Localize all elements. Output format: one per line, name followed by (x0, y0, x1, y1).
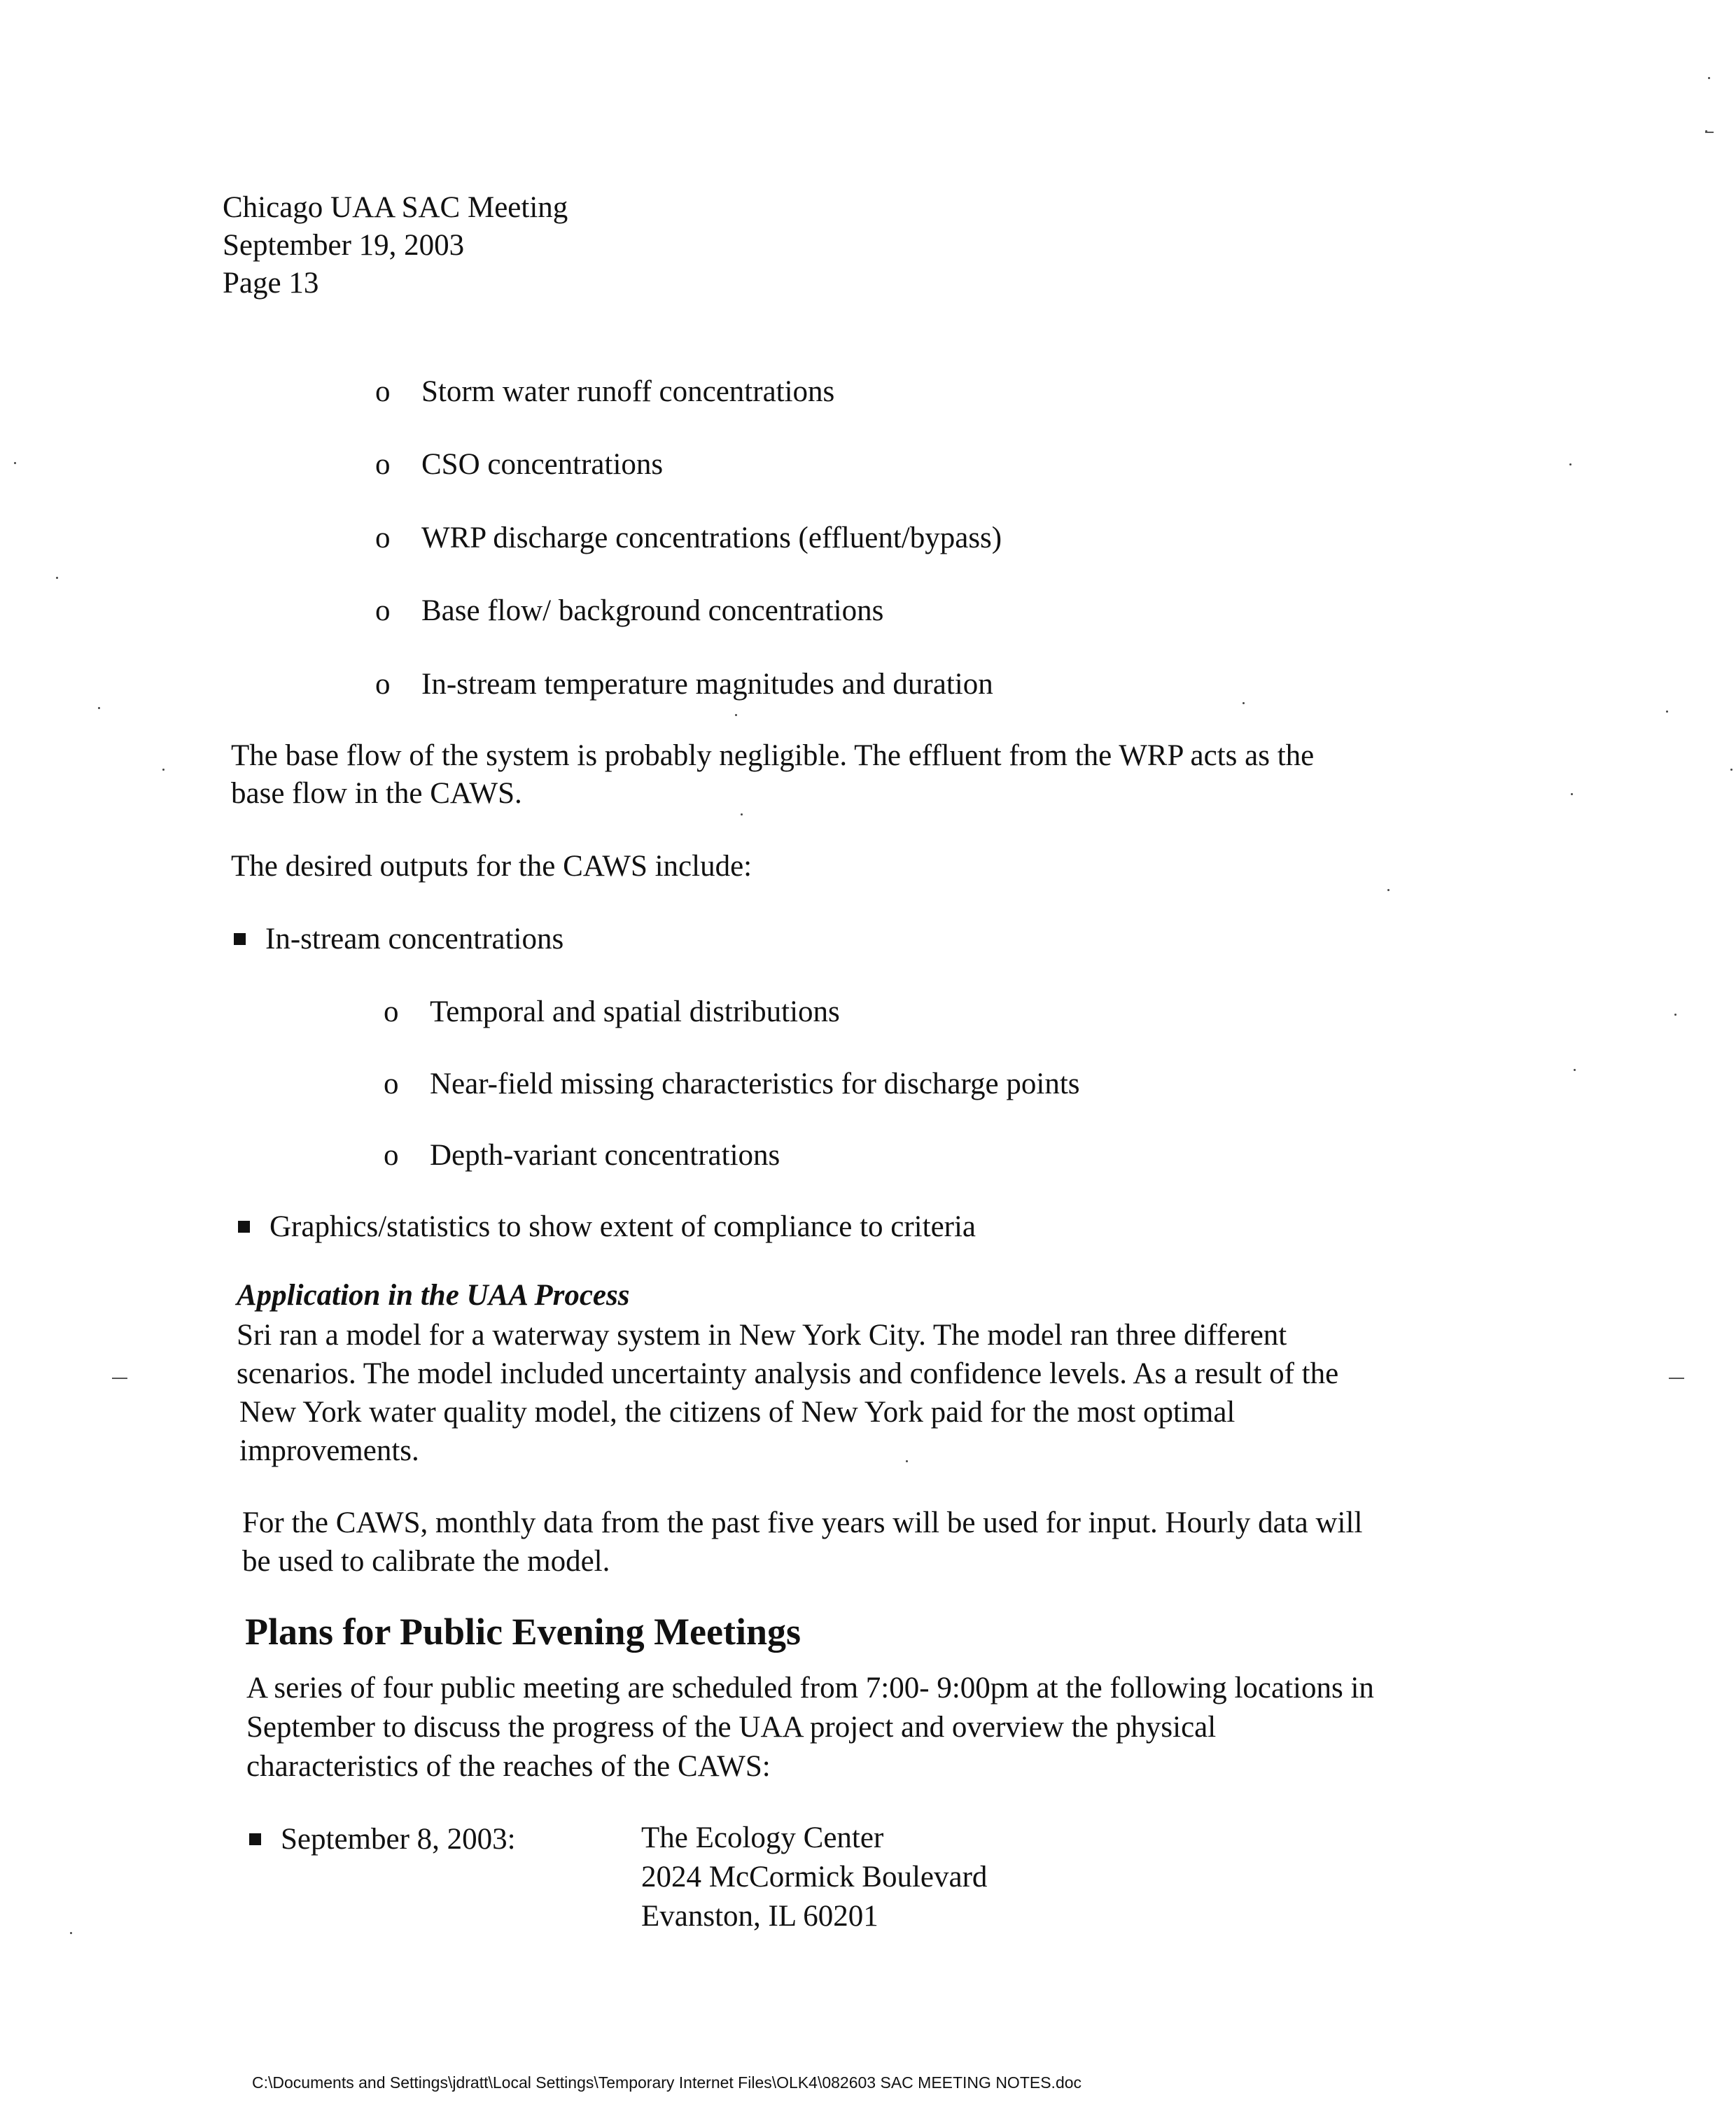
scan-speck (1666, 710, 1668, 713)
base-flow-paragraph-line: The base flow of the system is probably negligible. The effluent from the WRP acts as the (231, 739, 1315, 772)
scan-speck (1574, 1069, 1576, 1071)
list-item-label: Depth-variant concentrations (430, 1139, 780, 1172)
list-item (375, 592, 883, 631)
data-paragraph-line: For the CAWS, monthly data from the past five years will be used for input. Hourly data will (242, 1506, 1363, 1539)
meeting-location-line: 2024 McCormick Boulevard (641, 1861, 988, 1893)
hollow-bullet-icon: o (384, 995, 399, 1028)
list-item-label: Storm water runoff concentrations (421, 375, 835, 408)
scan-speck (741, 813, 743, 816)
header-page-number: Page 13 (223, 267, 319, 300)
list-item (384, 1136, 780, 1175)
list-item (375, 665, 993, 704)
hollow-bullet-icon: o (375, 522, 391, 554)
hollow-bullet-icon: o (375, 375, 391, 408)
public-meetings-heading: Plans for Public Evening Meetings (245, 1611, 802, 1653)
scan-speck (735, 714, 737, 716)
footer-file-path: C:\Documents and Settings\jdratt\Local Settings\Temporary Internet Files\OLK4\082603 SAC MEETING NOTES.doc (252, 2073, 1082, 2092)
scan-speck (906, 1460, 908, 1462)
scan-speck (1387, 889, 1390, 891)
data-paragraph-line: be used to calibrate the model. (242, 1545, 610, 1578)
list-item-label: CSO concentrations (421, 448, 664, 481)
scan-mark (1705, 132, 1714, 133)
scan-speck (1730, 769, 1732, 771)
list-item-label: Graphics/statistics to show extent of compliance to criteria (270, 1210, 976, 1243)
scan-speck (1569, 463, 1572, 465)
list-item (234, 920, 564, 959)
meeting-date: September 8, 2003: (281, 1823, 516, 1856)
list-item-label: Base flow/ background concentrations (421, 594, 884, 627)
list-item-label: In-stream temperature magnitudes and duration (421, 668, 993, 701)
square-bullet-icon (249, 1833, 261, 1845)
meeting-location-line: The Ecology Center (641, 1821, 884, 1854)
hollow-bullet-icon: o (375, 594, 391, 627)
list-item (375, 445, 663, 484)
public-meetings-paragraph-line: A series of four public meeting are scheduled from 7:00- 9:00pm at the following locations in (246, 1672, 1374, 1704)
application-paragraph-line: improvements. (239, 1434, 419, 1467)
scan-speck (70, 1932, 72, 1934)
list-item-label: Near-field missing characteristics for discharge points (430, 1068, 1080, 1100)
application-paragraph-line: New York water quality model, the citizens of New York paid for the most optimal (239, 1396, 1236, 1429)
hollow-bullet-icon: o (384, 1139, 399, 1172)
scan-speck (56, 577, 58, 579)
scan-speck (162, 769, 164, 771)
square-bullet-icon (238, 1221, 250, 1233)
hollow-bullet-icon: o (384, 1068, 399, 1100)
scan-speck (1708, 77, 1710, 79)
public-meetings-paragraph-line: September to discuss the progress of the UAA project and overview the physical (246, 1711, 1217, 1744)
header-meeting-title: Chicago UAA SAC Meeting (223, 191, 568, 224)
scan-mark (1669, 1378, 1684, 1379)
list-item (375, 372, 834, 412)
header-date: September 19, 2003 (223, 229, 465, 262)
application-paragraph-line: scenarios. The model included uncertainty analysis and confidence levels. As a result of the (237, 1357, 1339, 1390)
list-item-label: Temporal and spatial distributions (430, 995, 840, 1028)
list-item (375, 519, 1002, 558)
list-item-label: WRP discharge concentrations (effluent/bypass) (421, 522, 1002, 554)
outputs-intro: The desired outputs for the CAWS include: (231, 850, 752, 883)
public-meetings-paragraph-line: characteristics of the reaches of the CAWS: (246, 1750, 771, 1783)
application-heading: Application in the UAA Process (237, 1279, 630, 1312)
base-flow-paragraph-line: base flow in the CAWS. (231, 777, 522, 810)
scan-speck (1674, 1014, 1676, 1016)
list-item (238, 1208, 976, 1247)
scan-speck (1242, 702, 1245, 704)
list-item (384, 993, 840, 1032)
meeting-date-item (249, 1820, 516, 1859)
scan-speck (14, 462, 16, 464)
hollow-bullet-icon: o (375, 668, 391, 701)
square-bullet-icon (234, 933, 246, 945)
scan-mark (112, 1378, 127, 1379)
list-item-label: In-stream concentrations (265, 923, 564, 955)
application-paragraph-line: Sri ran a model for a waterway system in New York City. The model ran three different (237, 1319, 1287, 1352)
meeting-location-line: Evanston, IL 60201 (641, 1900, 878, 1933)
scan-speck (1571, 793, 1573, 795)
scan-speck (98, 707, 100, 709)
hollow-bullet-icon: o (375, 448, 391, 481)
list-item (384, 1065, 1080, 1104)
